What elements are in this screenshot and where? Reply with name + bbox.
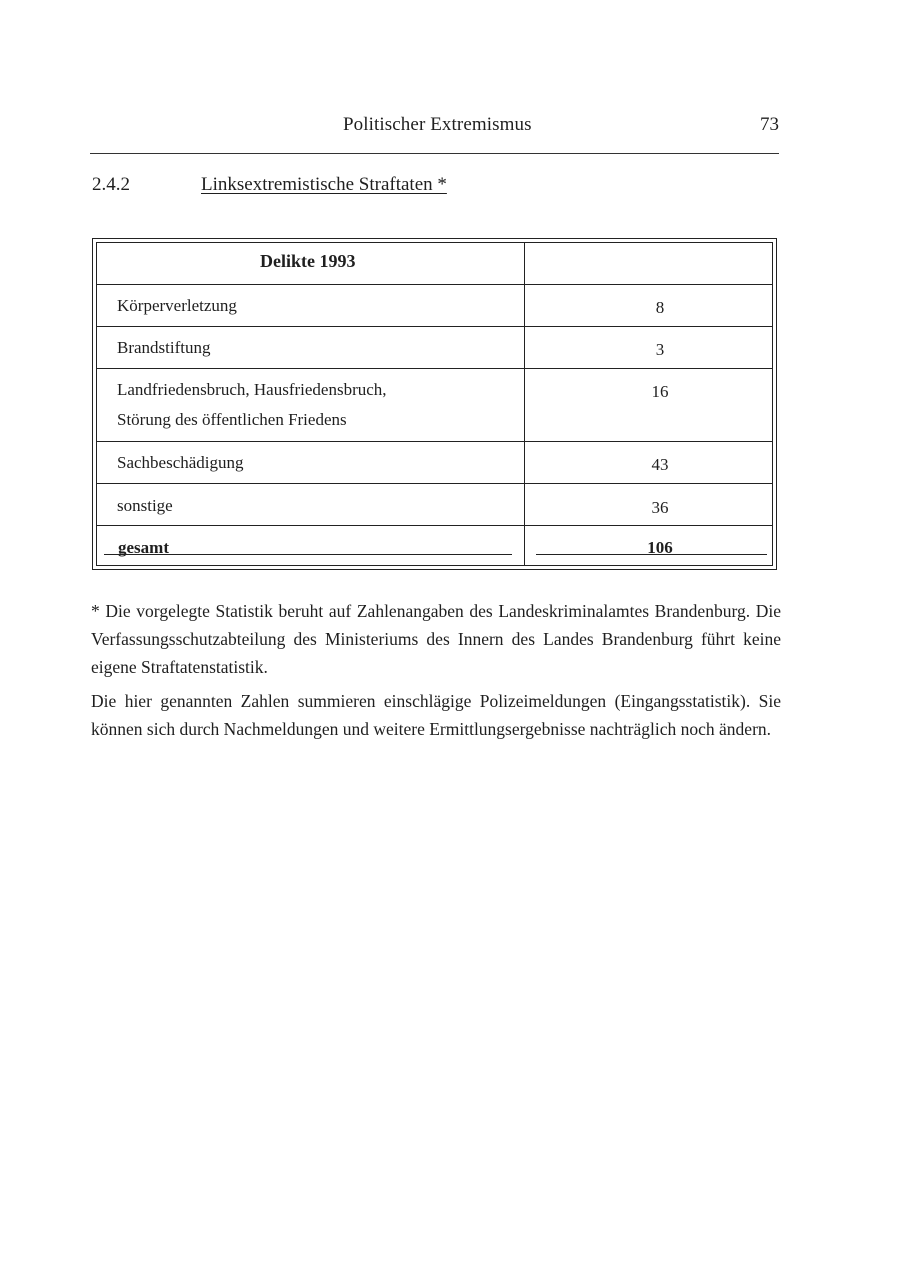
section-title: Linksextremistische Straftaten * <box>201 174 447 195</box>
table-row-label: Körperverletzung <box>117 296 237 315</box>
table-row-label: sonstige <box>117 496 173 515</box>
table-row-value: 36 <box>651 498 669 517</box>
page-number: 73 <box>760 114 779 135</box>
table-row-value: 3 <box>655 340 665 359</box>
table-row-label: Störung des öffentlichen Friedens <box>117 410 347 429</box>
table-total-value: 106 <box>647 538 673 557</box>
running-title: Politischer Extremismus <box>343 114 532 135</box>
table-row-label: Landfriedensbruch, Hausfriedensbruch, <box>117 380 387 399</box>
table-row-value: 8 <box>655 298 665 317</box>
footnote-caveat: Die hier genannten Zahlen summieren einschlägige Polizeimeldungen (Eingangsstatistik). Sie können sich durch Nachmeldungen und weitere Ermittlungsergebnisse nachträglich noch ändern. <box>91 691 781 739</box>
total-underline <box>104 554 512 555</box>
table-row-divider <box>96 441 773 442</box>
footnote-source: * Die vorgelegte Statistik beruht auf Zahlenangaben des Landeskriminalamtes Brandenburg. Die Verfassungsschutzabteilung des Ministeriums des Innern des Landes Brandenburg führt keine eigene Straftatenstatistik. <box>91 601 781 677</box>
table-header: Delikte 1993 <box>260 251 356 271</box>
table-row-label: Brandstiftung <box>117 338 211 357</box>
table-column-divider <box>524 242 525 566</box>
table-row-divider <box>96 483 773 484</box>
table-row-value: 16 <box>651 382 669 401</box>
header-rule <box>90 153 779 154</box>
table-total-label: gesamt <box>118 538 169 557</box>
section-number: 2.4.2 <box>92 174 130 195</box>
table-row-label: Sachbeschädigung <box>117 453 244 472</box>
table-row-divider <box>96 525 773 526</box>
table-row-value: 43 <box>651 455 669 474</box>
table-row-divider <box>96 368 773 369</box>
table-row-divider <box>96 284 773 285</box>
total-underline <box>536 554 767 555</box>
table-row-divider <box>96 326 773 327</box>
